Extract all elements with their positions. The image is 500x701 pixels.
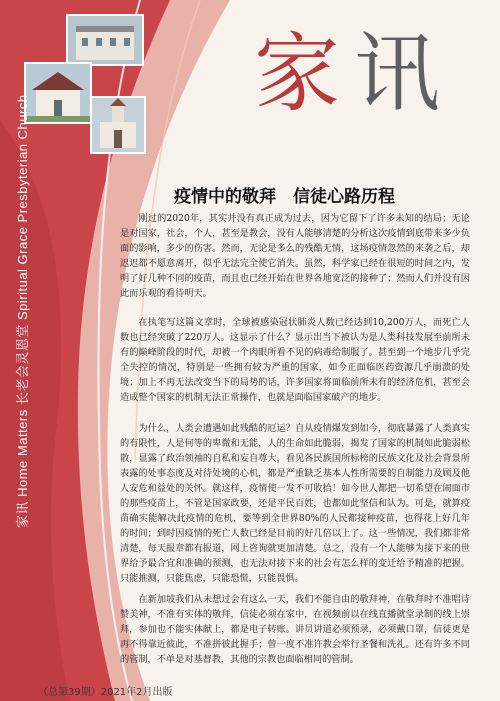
issue-info: （总第39期）2021年2月出版	[38, 687, 173, 698]
article-paragraph-2	[120, 315, 470, 405]
church-photo-1	[66, 14, 144, 66]
vertical-church-name: 家讯 Home Matters 长老会灵恩堂 Spiritual Grace Presbyterian Church	[15, 94, 30, 528]
paragraph-text: 在执笔写这篇文章时，全球被感染冠状肺炎人数已经达到10,200万人，而死亡人数也已经突破了220万人。这显示了什么？显示出当下被认为是人类科技发展至前所未有的巅峰阶段的时代，却被一个肉眼所看不见的病毒给制服了。甚至到一个地步几乎完全失控的情况，特别是一些拥有较为严重的国家，如今正面临医药资源几乎崩溃的处境；加上不再无法改变当下的局势的话，许多国家将面临前所未有的经济危机，甚至会造成整个国家的机制无法正常操作，也就是面临国家破产的地步。	[120, 317, 470, 403]
paragraph-text: 在新加坡我们从未想过会有这么一天，我们不能自由的敬拜神，在敬拜时不准唱诗赞美神，不准有实体的敬拜，信徒必须在家中，在视频前以在线直播就堂录制的线上崇拜，参加也不能实体献上，都是电子转账。讲员讲道必须预录，必须戴口罩，信徒更是再不得靠近彼此，不准拼彼此握手；曾一度不准许教会举行圣餐和洗礼。还有许多不同的管制，不单是对基督教，其他的宗教也面临相同的管制。	[120, 594, 470, 665]
paragraph-text: 为什么，人类会遭遇如此残酷的厄运？自从疫情爆发到如今，彻底暴露了人类真实的有限性，人是何等的卑微和无能，人的生命如此脆弱，揭发了国家的机制如此脆弱松散，显露了政治领袖的自私和妄自尊大，看见各民族国所标榜的民族文化及社会背景所表露的处事态度及对待处境的心机，都是严重缺乏基本人性所需要的自制能力及顾及他人安危和益处的关怀。就这样，疫情使一发不可收拾！如今世人都把一切希望在闹面市的那些疫苗上，不管是国家政要，还是平民百姓，也都如此坚信和认为。可是，就算疫苗确实能解决此疫情的危机，要等到全世界80%的人民都接种疫苗，也得花上好几年的时间；到时因疫情的死亡人数已经是目前的好几倍以上了。这一些情况，我们都非常清楚，每天报章都有报道，网上咨询就更加清楚。总之，没有一个人能够为接下来的世界给予最合宜和准确的预测，也无法对接下来的社会有怎么样的变迁给予精准的把握。只能推测，只能焦虑，只能恐慌，只能畏惧。	[120, 423, 470, 584]
article-paragraph-4	[120, 592, 470, 667]
paragraph-text: 刚过的2020年，其实并没有真正成为过去，因为它留下了许多未知的结局；无论是对国家，社会，个人，甚至是教会，没有人能够清楚的分析这次疫情到底带来多少负面的影响，多少的伤害。然而，无论是多么的残酷无情，这场疫情忽然的来袭之后，却迟迟都不愿意离开，似乎无法完全使它消失。虽然，科学家已经在很短的时间之内，发明了好几种不同的疫苗，而且也已经开始在世界各地宽泛的接种了；然而人们并没有因此而乐观的看待明天。	[120, 213, 470, 299]
church-photo-2	[24, 62, 92, 124]
masthead-title	[212, 22, 482, 126]
masthead-char-news: 讯	[354, 24, 440, 124]
article-paragraph-1	[120, 211, 470, 301]
church-photo-3	[90, 96, 146, 154]
masthead-char-home: 家	[254, 24, 340, 124]
article-title: 疫情中的敬拜 信徒心路历程	[174, 187, 395, 207]
article-paragraph-3	[120, 421, 470, 586]
